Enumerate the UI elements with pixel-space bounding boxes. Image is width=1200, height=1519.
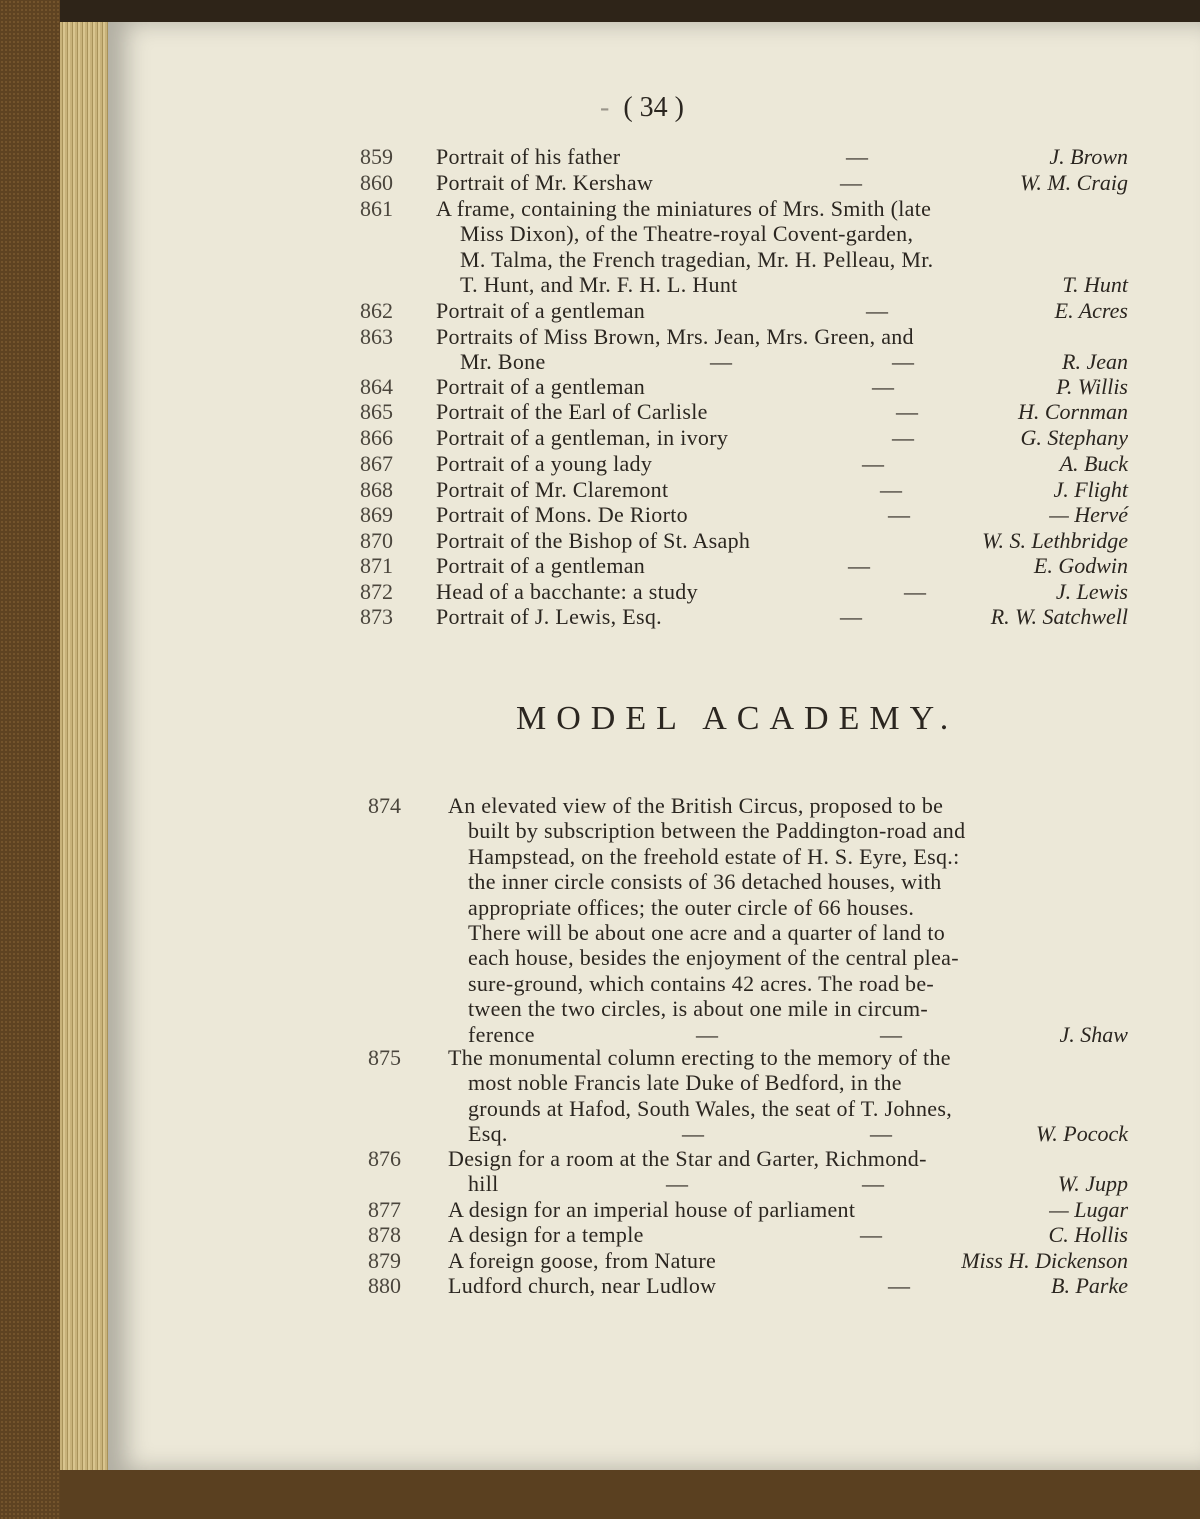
- artist-name: H. Cornman: [1017, 399, 1128, 424]
- entry-text-line: appropriate offices; the outer circle of 66 houses.: [468, 894, 915, 920]
- book-cover-spine: [0, 0, 60, 1519]
- entry-text-line: hill: [468, 1171, 499, 1197]
- entry-text-line: Head of a bacchante: a study: [436, 579, 698, 604]
- entry-text-line: A frame, containing the miniatures of Mrs. Smith (late: [436, 196, 932, 221]
- catalogue-number: 870: [360, 528, 393, 553]
- artist-name: W. M. Craig: [1020, 170, 1128, 195]
- em-dash-separator: —: [896, 399, 918, 424]
- entry-text-line: grounds at Hafod, South Wales, the seat of T. Johnes,: [468, 1095, 953, 1121]
- entry-text-line: Portrait of a gentleman: [436, 374, 646, 399]
- em-dash-separator: —: [862, 451, 884, 476]
- artist-name: J. Brown: [1049, 144, 1128, 169]
- catalogue-number: 869: [360, 502, 393, 527]
- artist-name: G. Stephany: [1020, 425, 1128, 450]
- entry-text-line: ference: [468, 1021, 535, 1047]
- em-dash-separator: —: [848, 553, 870, 578]
- entry-text-line: the inner circle consists of 36 detached houses, with: [468, 869, 942, 895]
- artist-name: W. S. Lethbridge: [982, 528, 1128, 553]
- em-dash-separator: —: [846, 144, 868, 169]
- artist-name: Miss H. Dickenson: [961, 1248, 1128, 1273]
- catalogue-number: 874: [368, 793, 401, 818]
- page-header: - ( 34 ): [600, 92, 684, 123]
- catalogue-number: 860: [360, 170, 393, 195]
- em-dash-separator: —: [892, 425, 914, 450]
- artist-name: T. Hunt: [1062, 272, 1128, 298]
- catalogue-number: 864: [360, 374, 393, 399]
- artist-name: C. Hollis: [1048, 1222, 1128, 1247]
- entry-text-line: Portrait of the Earl of Carlisle: [436, 399, 708, 424]
- em-dash-separator: —: [840, 604, 862, 629]
- entry-text-line: Hampstead, on the freehold estate of H. S. Eyre, Esq.:: [468, 843, 960, 869]
- catalogue-number: 863: [360, 324, 393, 349]
- entry-text-line: tween the two circles, is about one mile in circum-: [468, 996, 929, 1022]
- catalogue-number: 873: [360, 604, 393, 629]
- entry-text-line: Miss Dixon), of the Theatre-royal Covent-garden,: [460, 221, 914, 247]
- artist-name: B. Parke: [1051, 1273, 1128, 1298]
- entry-text-line: Portrait of the Bishop of St. Asaph: [436, 528, 751, 553]
- artist-name: J. Flight: [1053, 477, 1128, 502]
- catalogue-number: 872: [360, 579, 393, 604]
- catalogue-number: 876: [368, 1146, 401, 1171]
- entry-text-line: Portrait of his father: [436, 144, 621, 169]
- catalogue-number: 862: [360, 298, 393, 323]
- catalogue-number: 865: [360, 399, 393, 424]
- entry-text-line: Portrait of Mr. Kershaw: [436, 170, 654, 195]
- artist-name: J. Lewis: [1055, 579, 1128, 604]
- catalogue-number: 880: [368, 1273, 401, 1298]
- section-title: MODEL ACADEMY.: [516, 700, 959, 737]
- book-cover-bottom: [60, 1470, 1200, 1519]
- entry-text-line: built by subscription between the Paddington-road and: [468, 818, 966, 844]
- catalogue-number: 877: [368, 1197, 401, 1222]
- entry-text-line: each house, besides the enjoyment of the central plea-: [468, 945, 959, 971]
- catalogue-number: 871: [360, 553, 393, 578]
- em-dash-separator: —: [872, 374, 894, 399]
- catalogue-number: 867: [360, 451, 393, 476]
- entry-text-line: most noble Francis late Duke of Bedford, in the: [468, 1070, 902, 1096]
- page-number: ( 34 ): [623, 92, 684, 123]
- entry-text-line: Portraits of Miss Brown, Mrs. Jean, Mrs. Green, and: [436, 324, 914, 349]
- catalogue-number: 859: [360, 144, 393, 169]
- em-dash-separator: —: [682, 1121, 704, 1147]
- catalogue-number: 866: [360, 425, 393, 450]
- entry-text-line: A design for a temple: [448, 1222, 644, 1247]
- em-dash-separator: —: [860, 1222, 882, 1247]
- artist-name: — Hervé: [1049, 502, 1128, 527]
- book-top-shadow: [60, 0, 1200, 22]
- artist-name: J. Shaw: [1059, 1021, 1128, 1047]
- em-dash-separator: —: [696, 1021, 718, 1047]
- entry-text-line: An elevated view of the British Circus, proposed to be: [448, 793, 944, 818]
- entry-text-line: Portrait of a gentleman: [436, 298, 646, 323]
- em-dash-separator: —: [862, 1171, 884, 1197]
- artist-name: E. Godwin: [1033, 553, 1128, 578]
- artist-name: W. Pocock: [1035, 1121, 1128, 1147]
- entry-text-line: Ludford church, near Ludlow: [448, 1273, 717, 1298]
- entry-text-line: Esq.: [468, 1121, 508, 1147]
- entry-text-line: A design for an imperial house of parliament: [448, 1197, 856, 1222]
- entry-text-line: M. Talma, the French tragedian, Mr. H. Pelleau, Mr.: [460, 246, 934, 272]
- artist-name: R. Jean: [1062, 349, 1128, 375]
- entry-text-line: Portrait of a young lady: [436, 451, 653, 476]
- catalogue-number: 861: [360, 196, 393, 221]
- artist-name: — Lugar: [1049, 1197, 1128, 1222]
- em-dash-separator: —: [880, 477, 902, 502]
- artist-name: P. Willis: [1056, 374, 1128, 399]
- catalogue-number: 875: [368, 1045, 401, 1070]
- artist-name: A. Buck: [1059, 451, 1128, 476]
- em-dash-separator: —: [710, 349, 732, 375]
- artist-name: W. Jupp: [1057, 1171, 1128, 1197]
- entry-text-line: Mr. Bone: [460, 349, 546, 375]
- entry-text-line: Design for a room at the Star and Garter, Richmond-: [448, 1146, 927, 1171]
- artist-name: E. Acres: [1054, 298, 1128, 323]
- em-dash-separator: —: [888, 1273, 910, 1298]
- artist-name: R. W. Satchwell: [990, 604, 1128, 629]
- em-dash-separator: —: [666, 1171, 688, 1197]
- em-dash-separator: —: [880, 1021, 902, 1047]
- entry-text-line: Portrait of Mons. De Riorto: [436, 502, 688, 527]
- entry-text-line: T. Hunt, and Mr. F. H. L. Hunt: [460, 272, 738, 298]
- entry-text-line: Portrait of J. Lewis, Esq.: [436, 604, 662, 629]
- catalogue-number: 868: [360, 477, 393, 502]
- em-dash-separator: —: [892, 349, 914, 375]
- em-dash-separator: —: [866, 298, 888, 323]
- entry-text-line: The monumental column erecting to the memory of the: [448, 1045, 951, 1070]
- em-dash-separator: —: [840, 170, 862, 195]
- entry-text-line: Portrait of a gentleman: [436, 553, 646, 578]
- entry-text-line: There will be about one acre and a quarter of land to: [468, 920, 946, 945]
- entry-text-line: Portrait of a gentleman, in ivory: [436, 425, 729, 450]
- em-dash-separator: —: [904, 579, 926, 604]
- em-dash-separator: —: [870, 1121, 892, 1147]
- em-dash-separator: —: [888, 502, 910, 527]
- entry-text-line: A foreign goose, from Nature: [448, 1248, 717, 1273]
- entry-text-line: Portrait of Mr. Claremont: [436, 477, 669, 502]
- catalogue-number: 878: [368, 1222, 401, 1247]
- catalogue-number: 879: [368, 1248, 401, 1273]
- entry-text-line: sure-ground, which contains 42 acres. The road be-: [468, 970, 935, 996]
